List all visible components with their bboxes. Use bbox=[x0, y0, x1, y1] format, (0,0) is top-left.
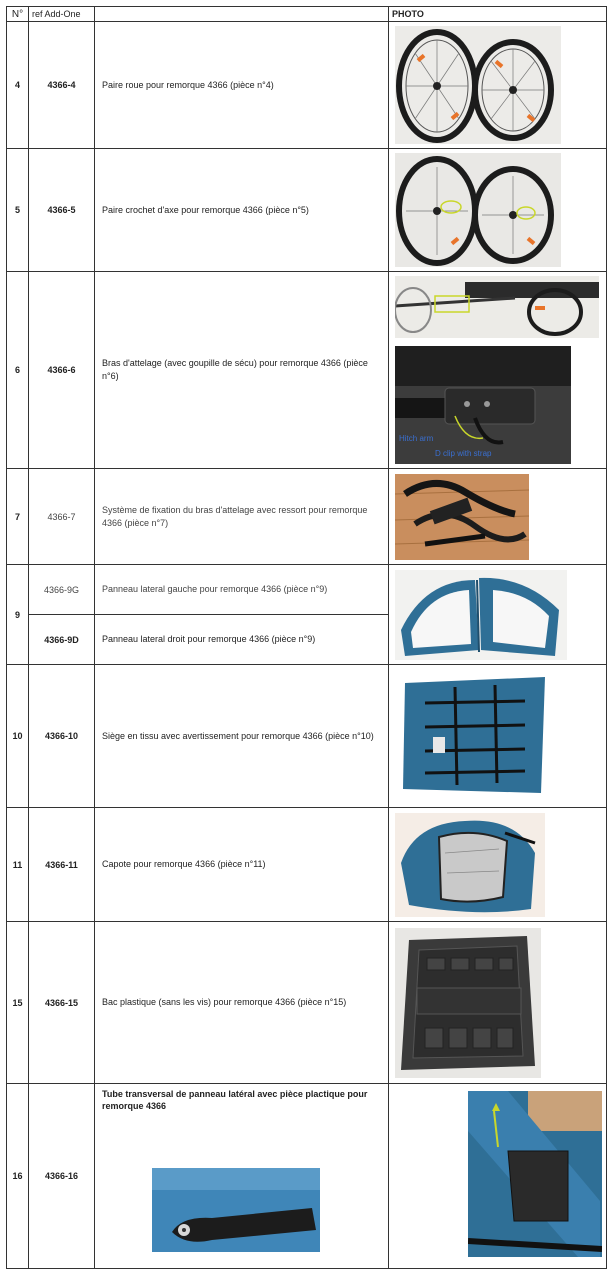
row-desc: Siège en tissu avec avertissement pour remorque 4366 (pièce n°10) bbox=[95, 665, 389, 808]
row-photo bbox=[389, 149, 607, 272]
row-desc: Paire roue pour remorque 4366 (pièce n°4) bbox=[95, 22, 389, 149]
row-ref: 4366-16 bbox=[29, 1084, 95, 1269]
row-photo bbox=[389, 565, 607, 665]
row-desc: Bac plastique (sans les vis) pour remorque 4366 (pièce n°15) bbox=[95, 922, 389, 1084]
row-desc: Panneau lateral droit pour remorque 4366 (pièce n°9) bbox=[95, 615, 389, 665]
row-desc: Panneau lateral gauche pour remorque 4366 (pièce n°9) bbox=[95, 565, 389, 615]
row-num: 16 bbox=[7, 1084, 29, 1269]
hitch-fixing-photo bbox=[395, 474, 529, 560]
row-desc bbox=[95, 1084, 389, 1269]
row-num: 10 bbox=[7, 665, 29, 808]
row-ref: 4366-11 bbox=[29, 808, 95, 922]
wheels-photo bbox=[395, 26, 561, 144]
d-clip-label: D clip with strap bbox=[435, 449, 492, 458]
row-desc: Capote pour remorque 4366 (pièce n°11) bbox=[95, 808, 389, 922]
side-panels-photo bbox=[395, 570, 567, 660]
row-desc: Paire crochet d'axe pour remorque 4366 (pièce n°5) bbox=[95, 149, 389, 272]
row-ref: 4366-15 bbox=[29, 922, 95, 1084]
parts-table bbox=[6, 6, 607, 1269]
canopy-photo bbox=[395, 813, 545, 917]
row-ref: 4366-9D bbox=[29, 615, 95, 665]
hitch-arm-label: Hitch arm bbox=[399, 434, 434, 443]
fabric-seat-photo bbox=[395, 673, 555, 799]
row-num: 9 bbox=[7, 565, 29, 665]
row-num: 4 bbox=[7, 22, 29, 149]
header-num: N° bbox=[7, 7, 29, 22]
row-photo bbox=[389, 665, 607, 808]
row-ref: 4366-7 bbox=[29, 469, 95, 565]
cross-tube-photo bbox=[152, 1168, 320, 1252]
header-desc bbox=[95, 7, 389, 22]
table-row bbox=[7, 22, 607, 149]
axle-hooks-photo bbox=[395, 153, 561, 267]
row-ref: 4366-9G bbox=[29, 565, 95, 615]
row-photo bbox=[389, 22, 607, 149]
hitch-arm-closeup-photo bbox=[395, 346, 571, 464]
row-desc: Bras d'attelage (avec goupille de sécu) pour remorque 4366 (pièce n°6) bbox=[95, 272, 389, 469]
table-row bbox=[7, 665, 607, 808]
table-row bbox=[7, 149, 607, 272]
row-desc-text: Tube transversal de panneau latéral avec pièce plactique pour remorque 4366 bbox=[102, 1089, 368, 1111]
hitch-arm-trailer-photo bbox=[395, 276, 599, 338]
row-num: 5 bbox=[7, 149, 29, 272]
table-row bbox=[7, 808, 607, 922]
table-header-row bbox=[7, 7, 607, 22]
table-row bbox=[7, 565, 607, 615]
plastic-tray-photo bbox=[395, 928, 541, 1078]
row-photo bbox=[389, 272, 607, 469]
row-ref: 4366-5 bbox=[29, 149, 95, 272]
header-photo: PHOTO bbox=[389, 7, 607, 22]
row-num: 15 bbox=[7, 922, 29, 1084]
table-row bbox=[7, 272, 607, 469]
row-photo bbox=[389, 808, 607, 922]
table-row bbox=[7, 1084, 607, 1269]
parts-sheet bbox=[6, 6, 606, 1278]
row-num: 11 bbox=[7, 808, 29, 922]
row-photo bbox=[389, 922, 607, 1084]
row-ref: 4366-6 bbox=[29, 272, 95, 469]
table-row bbox=[7, 922, 607, 1084]
row-ref: 4366-10 bbox=[29, 665, 95, 808]
row-photo bbox=[389, 1084, 607, 1269]
row-ref: 4366-4 bbox=[29, 22, 95, 149]
header-ref: ref Add-One bbox=[29, 7, 95, 22]
cross-tube-installed-photo bbox=[468, 1091, 602, 1257]
row-num: 7 bbox=[7, 469, 29, 565]
row-photo bbox=[389, 469, 607, 565]
row-desc: Système de fixation du bras d'attelage avec ressort pour remorque 4366 (pièce n°7) bbox=[95, 469, 389, 565]
table-row bbox=[7, 469, 607, 565]
row-num: 6 bbox=[7, 272, 29, 469]
